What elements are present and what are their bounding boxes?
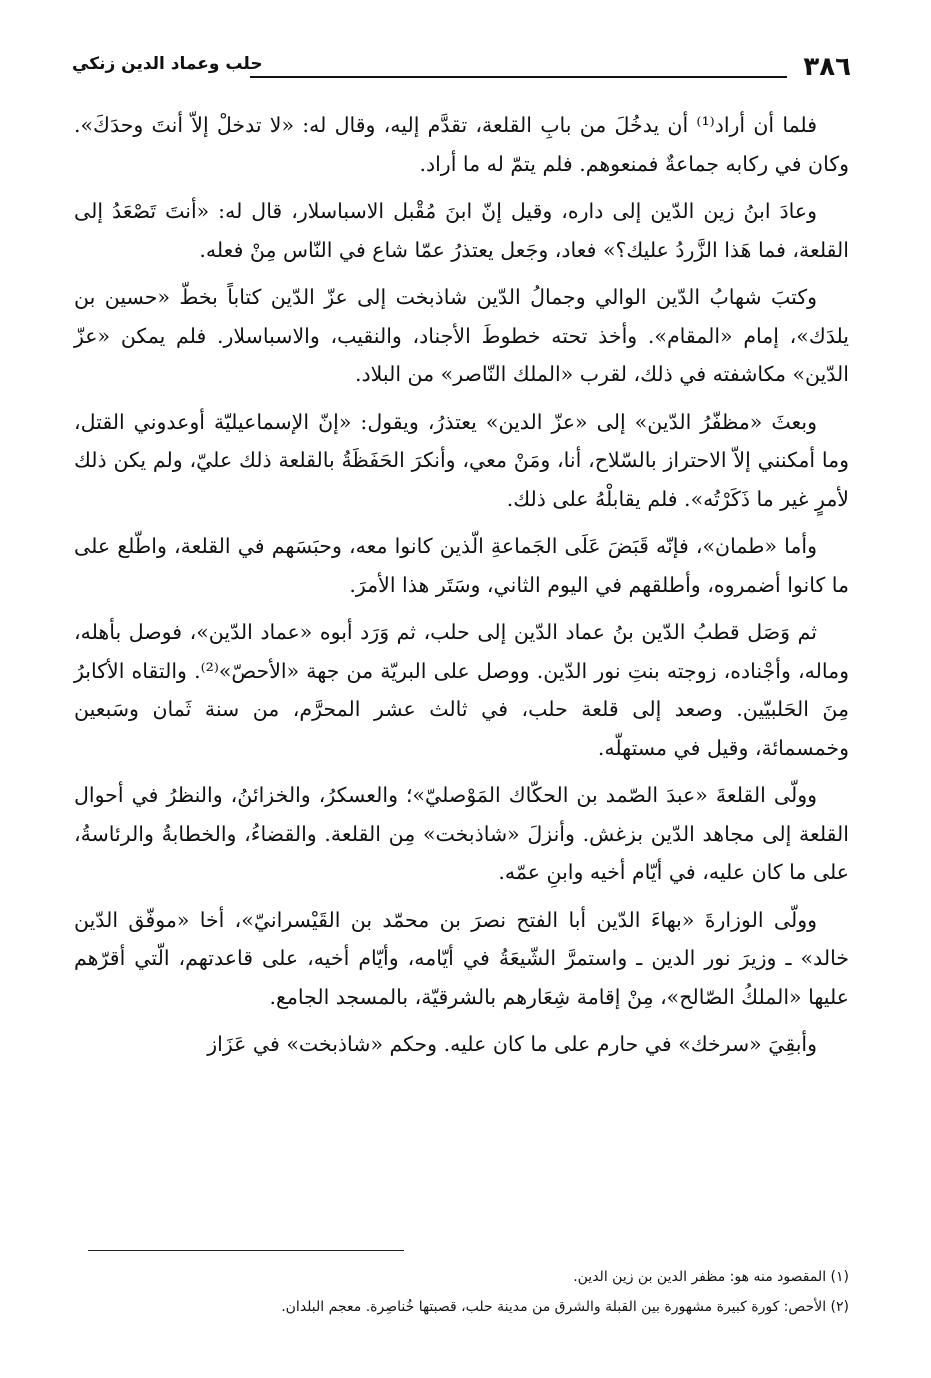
footnote: (١) المقصود منه هو: مظفر الدين بن زين الدين. — [573, 1269, 849, 1285]
footnote: (٢) الأحص: كورة كبيرة مشهورة بين القبلة والشرق من مدينة حلب، قصبتها خُناصِرة. معجم البلدان. — [281, 1299, 849, 1315]
footnotes — [84, 1262, 849, 1322]
paragraph: وبعثَ «مظفّرُ الدّين» إلى «عزّ الدين» يعتذرُ، ويقول: «إنّ الإسماعيليّة أوعدوني القتل، وما أمكنني إلاّ الاحتراز بالسّلاح، أنا، ومَنْ معي، وأنكرَ الحَفَظَةُ بالقلعة ذلك عليّ، ولم يكن ذلك لأمرٍ غير ما ذَكَرْتُه». فلم يقابلْهُ على ذلك. — [74, 409, 849, 511]
running-title: حلب وعماد الدين زنكي — [72, 54, 263, 74]
paragraph: وكتبَ شهابُ الدّين الوالي وجمالُ الدّين شاذبخت إلى عزّ الدّين كتاباً بخطّ «حسين بن يلدَك»، إمام «المقام». وأخذ تحته خطوطَ الأجناد، والنقيب، والاسباسلار. فلم يمكن «عزّ الدّين» مكاشفته في ذلك، لقرب «الملك النّاصر» من البلاد. — [74, 285, 849, 386]
page-number: ٣٨٦ — [803, 52, 851, 82]
paragraph: وأما «طمان»، فإنّه قَبَضَ عَلَى الجَماعةِ الّذين كانوا معه، وحبَسَهم في القلعة، واطّلع على ما كانوا أضمروه، وأطلقهم في اليوم الثاني، وسَتَر هذا الأمرَ. — [74, 534, 849, 597]
paragraph: وأبقِيَ «سرخك» في حارم على ما كان عليه. وحكم «شاذبخت» في عَزَاز — [207, 1032, 817, 1056]
paragraph: ثم وَصَل قطبُ الدّين بنُ عماد الدّين إلى حلب، ثم وَرَد أبوه «عماد الدّين»، فوصل بأهله، وماله، وأجْناده، زوجته بنتِ نور الدّين. ووصل على البريّة من جهة «الأحصّ»⁽²⁾. والتقاه الأكابرُ مِنَ الحَلبيّين. وصعد إلى قلعة حلب، في ثالث عشر المحرَّم، من سنة ثَمان وسَبعين وخمسمائة، وقيل في مستهلّه. — [74, 620, 849, 760]
footnote-rule — [88, 1250, 404, 1251]
paragraph: وولّى الوزارةَ «بهاءَ الدّين أبا الفتح نصرَ بن محمّد بن القَيْسرانيّ»، أخا «موفّق الدّين خالد» ـ وزيرَ نور الدين ـ واستمرَّ الشّيعَةُ في أيّامه، وأيّام أخيه، على قاعدتهم، الّتي أقرّهم عليها «الملكُ الصّالح»، مِنْ إقامة شِعَارهم بالشرقيّة، بالمسجد الجامع. — [74, 907, 849, 1009]
paragraph: فلما أن أراد⁽¹⁾ أن يدخُلَ من بابِ القلعة، تقدَّم إليه، وقال له: «لا تدخلْ إلاّ أنتَ وحدَكَ». وكان في ركابه جماعةٌ فمنعوهم. فلم يتمّ له ما أراد. — [74, 113, 849, 176]
paragraph: وولّى القلعةَ «عبدَ الصّمد بن الحكّاك المَوْصليّ»؛ والعسكرُ، والخزائنُ، والنظرُ في أحوال القلعة إلى مجاهد الدّين بزغش. وأنزلَ «شاذبخت» مِن القلعة. والقضاءُ، والخطابةُ والرئاسةُ، على ما كان عليه، في أيّام أخيه وابنِ عمّه. — [74, 783, 849, 884]
header-rule — [250, 76, 787, 78]
paragraph: وعادَ ابنُ زين الدّين إلى داره، وقيل إنّ ابنَ مُقْبل الاسباسلار، قال له: «أنتَ تَصْعَدُ إلى القلعة، فما هَذا الزَّردُ عليك؟» فعاد، وجَعل يعتذرُ عمّا شاع في النّاس مِنْ فعله. — [74, 199, 849, 262]
page-header — [72, 52, 851, 92]
main-text — [74, 106, 849, 1073]
